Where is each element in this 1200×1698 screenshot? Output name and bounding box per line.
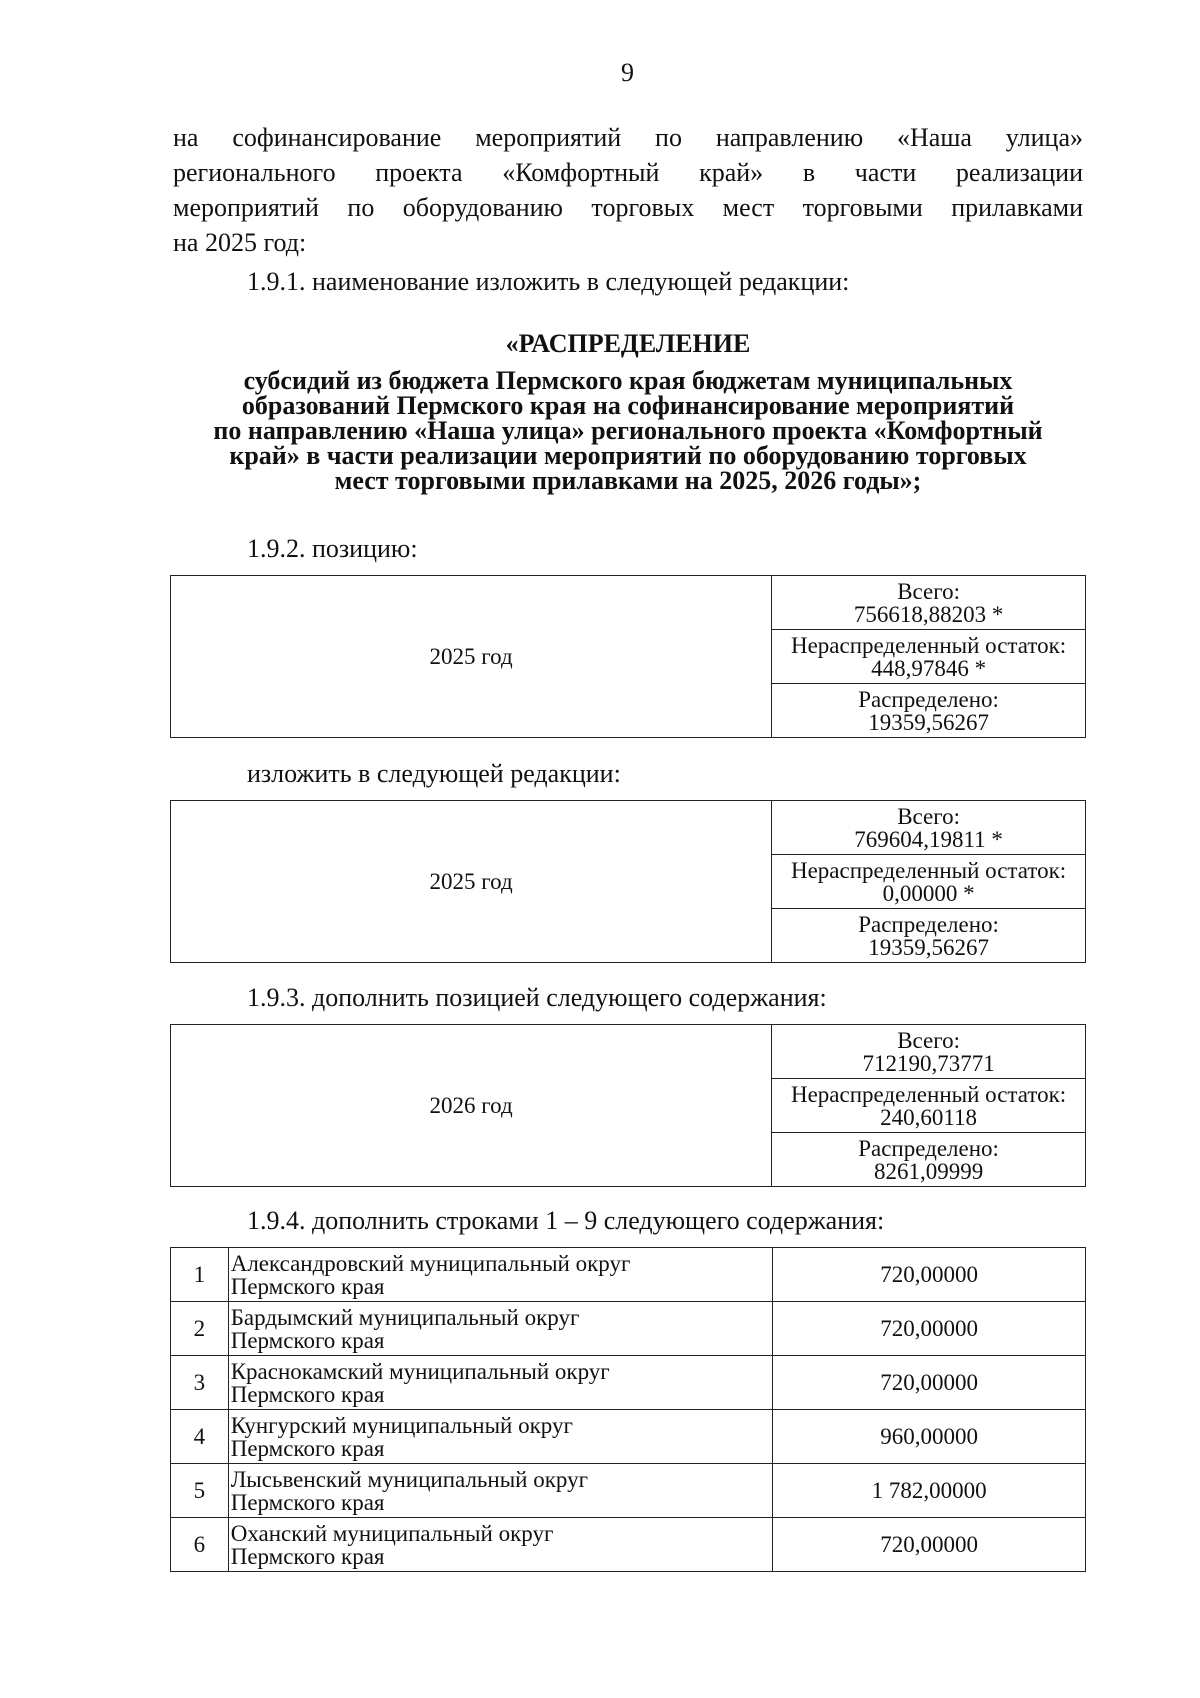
remainder-value: 0,00000 * [882,880,975,906]
title-line: по направлению «Наша улица» регионального проекта «Комфортный [213,416,1043,445]
row-number: 4 [171,1410,229,1464]
amount-cell: 720,00000 [773,1518,1086,1572]
title-subtitle [173,368,1083,493]
intro-line: на 2025 год: [173,228,307,257]
remainder-cell [772,630,1086,684]
row-number: 3 [171,1356,229,1410]
municipality-name-line: Лысьвенский муниципальный округ [230,1466,589,1492]
distributed-label: Распределено: [858,1135,999,1161]
page-number: 9 [621,58,634,87]
remainder-value: 240,60118 [880,1104,978,1130]
remainder-label: Нераспределенный остаток: [790,1081,1067,1107]
position-new-table [170,800,1086,963]
intro-line: на софинансирование мероприятий по направлению «Наша улица» [173,123,1083,152]
total-value: 769604,19811 * [854,826,1003,852]
total-value: 756618,88203 * [853,601,1004,627]
total-label: Всего: [897,1027,960,1053]
municipality-name-line: Александровский муниципальный округ [230,1250,631,1276]
distributed-cell [772,1133,1086,1187]
municipality-name-line: Бардымский муниципальный округ [230,1304,580,1330]
distributed-cell [772,909,1086,963]
row-number: 6 [171,1518,229,1572]
distributed-value: 8261,09999 [873,1158,984,1184]
total-value: 712190,73771 [862,1050,995,1076]
municipality-name-line: Оханский муниципальный округ [230,1520,554,1546]
row-number: 2 [171,1302,229,1356]
row-number: 1 [171,1248,229,1302]
table-row [171,1302,1086,1356]
intro-line: мероприятий по оборудованию торговых мест торговыми прилавками [173,193,1083,222]
intro-line: регионального проекта «Комфортный край» в части реализации [173,158,1083,187]
table-row [171,1410,1086,1464]
year-cell: 2025 год [171,576,772,738]
total-cell [772,1025,1086,1079]
total-label: Всего: [897,803,960,829]
municipality-name [228,1248,773,1302]
item-1-9-2: 1.9.2. позицию: [247,534,418,563]
distributed-label: Распределено: [858,911,999,937]
item-1-9-3: 1.9.3. дополнить позицией следующего содержания: [247,983,827,1012]
item-1-9-1: 1.9.1. наименование изложить в следующей редакции: [247,267,850,296]
municipality-name-line: Пермского края [230,1489,385,1515]
item-1-9-4: 1.9.4. дополнить строками 1 – 9 следующего содержания: [247,1206,885,1235]
title-line: образований Пермского края на софинансирование мероприятий [241,391,1015,420]
year-cell: 2026 год [171,1025,772,1187]
table-row [171,1248,1086,1302]
distributed-label: Распределено: [858,686,999,712]
total-label: Всего: [897,578,960,604]
municipality-name-line: Пермского края [230,1435,385,1461]
table-row [171,1356,1086,1410]
amount-cell: 960,00000 [773,1410,1086,1464]
remainder-value: 448,97846 * [871,655,987,681]
position-old-table [170,575,1086,738]
remainder-label: Нераспределенный остаток: [790,857,1067,883]
municipality-name-line: Краснокамский муниципальный округ [230,1358,610,1384]
remainder-cell [772,855,1086,909]
municipality-name [228,1410,773,1464]
amount-cell: 720,00000 [773,1302,1086,1356]
position-2026-table [170,1024,1086,1187]
municipalities-table [170,1247,1086,1572]
municipality-name-line: Пермского края [230,1327,385,1353]
municipality-name-line: Пермского края [230,1381,385,1407]
municipality-name-line: Кунгурский муниципальный округ [230,1412,573,1438]
distribution-title [173,0,1083,500]
amount-cell: 720,00000 [773,1356,1086,1410]
municipality-name [228,1518,773,1572]
distributed-cell [772,684,1086,738]
row-number: 5 [171,1464,229,1518]
year-cell: 2025 год [171,801,772,963]
municipality-name-line: Пермского края [230,1273,385,1299]
table-row [171,1464,1086,1518]
amount-cell: 720,00000 [773,1248,1086,1302]
title-main: «РАСПРЕДЕЛЕНИЕ [505,329,751,358]
title-line: субсидий из бюджета Пермского края бюджетам муниципальных [243,366,1013,395]
distributed-value: 19359,56267 [868,934,989,960]
municipality-name-line: Пермского края [230,1543,385,1569]
municipality-name [228,1302,773,1356]
table-row [171,1518,1086,1572]
total-cell [772,576,1086,630]
total-cell [772,801,1086,855]
remainder-cell [772,1079,1086,1133]
title-line: край» в части реализации мероприятий по оборудованию торговых [229,441,1027,470]
municipality-name [228,1464,773,1518]
amount-cell: 1 782,00000 [773,1464,1086,1518]
remainder-label: Нераспределенный остаток: [790,632,1067,658]
restate-text: изложить в следующей редакции: [247,759,621,788]
municipality-name [228,1356,773,1410]
distributed-value: 19359,56267 [868,709,989,735]
title-line: мест торговыми прилавками на 2025, 2026 годы»; [334,466,922,495]
